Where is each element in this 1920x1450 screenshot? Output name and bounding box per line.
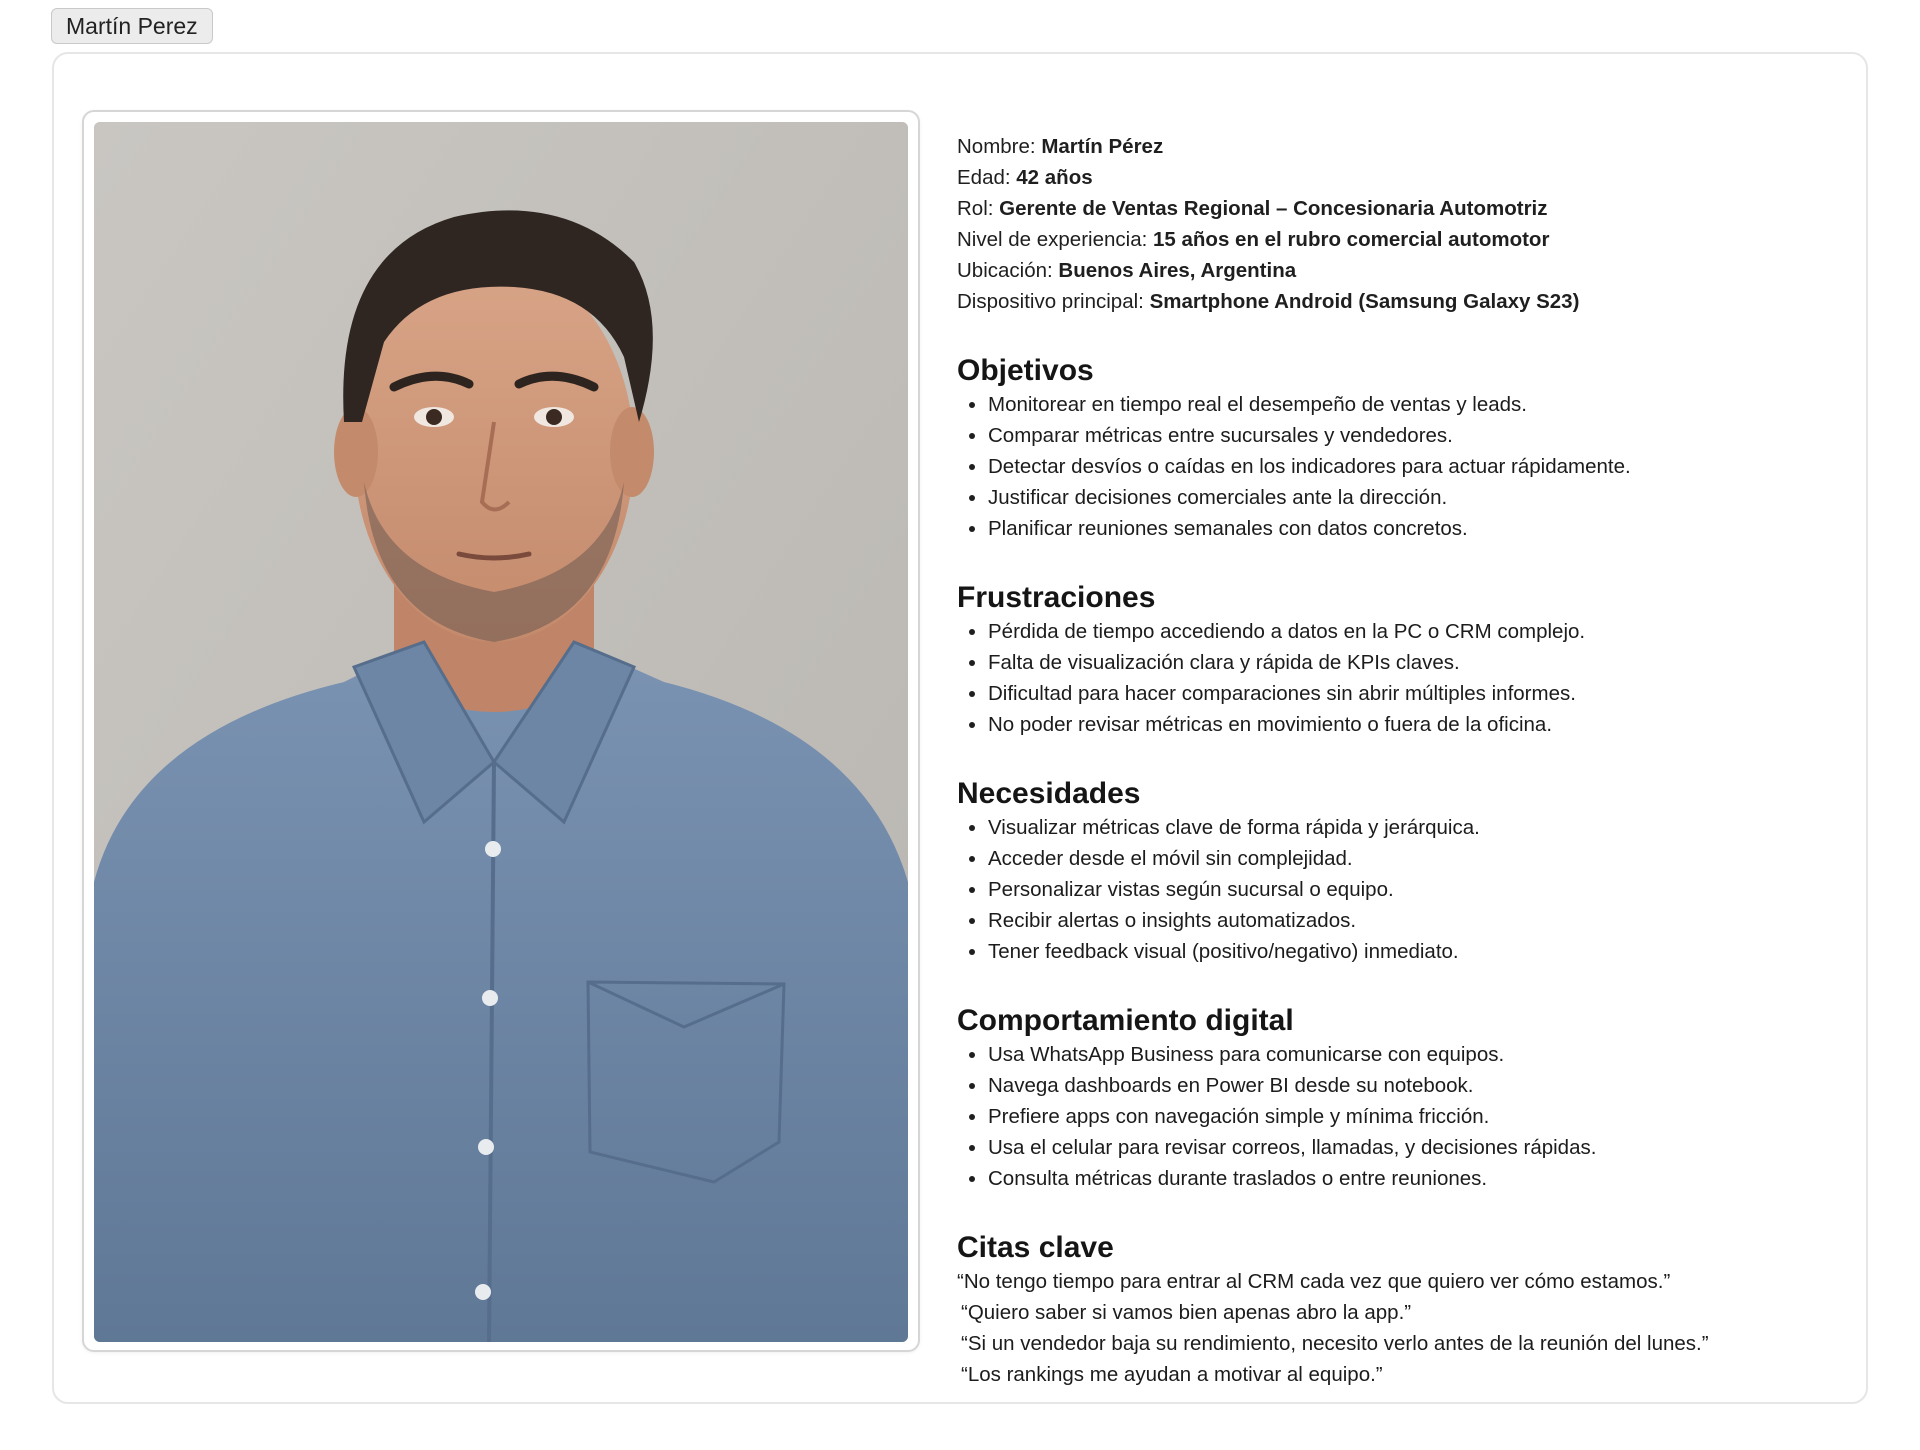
list-item: Visualizar métricas clave de forma rápida y jerárquica.	[969, 812, 1837, 843]
fact-ubicacion: Ubicación: Buenos Aires, Argentina	[957, 259, 1297, 282]
section-title: Necesidades	[957, 777, 1141, 810]
section-necesidades	[957, 777, 1837, 967]
persona-card	[52, 52, 1868, 1404]
list-item: Detectar desvíos o caídas en los indicadores para actuar rápidamente.	[969, 451, 1837, 482]
section-frustraciones	[957, 581, 1837, 740]
list-item: Acceder desde el móvil sin complejidad.	[969, 843, 1837, 874]
list-item: Planificar reuniones semanales con datos concretos.	[969, 513, 1837, 544]
list-item: Navega dashboards en Power BI desde su notebook.	[969, 1070, 1837, 1101]
persona-info	[957, 131, 1837, 1390]
list-item: Usa el celular para revisar correos, llamadas, y decisiones rápidas.	[969, 1132, 1837, 1163]
quote: “Los rankings me ayudan a motivar al equipo.”	[961, 1363, 1383, 1386]
fact-rol: Rol: Gerente de Ventas Regional – Concesionaria Automotriz	[957, 197, 1548, 220]
list-item: Personalizar vistas según sucursal o equipo.	[969, 874, 1837, 905]
fact-dispositivo: Dispositivo principal: Smartphone Android (Samsung Galaxy S23)	[957, 290, 1580, 313]
section-title: Comportamiento digital	[957, 1004, 1294, 1037]
portrait-illustration	[94, 122, 908, 1342]
list-item: Comparar métricas entre sucursales y vendedores.	[969, 420, 1837, 451]
list-item: Recibir alertas o insights automatizados.	[969, 905, 1837, 936]
list-item: Justificar decisiones comerciales ante la dirección.	[969, 482, 1837, 513]
list-item: Usa WhatsApp Business para comunicarse con equipos.	[969, 1039, 1837, 1070]
quote: “No tengo tiempo para entrar al CRM cada vez que quiero ver cómo estamos.”	[957, 1270, 1671, 1293]
list-item: Dificultad para hacer comparaciones sin abrir múltiples informes.	[969, 678, 1837, 709]
section-title: Citas clave	[957, 1231, 1114, 1264]
list-item: Falta de visualización clara y rápida de KPIs claves.	[969, 647, 1837, 678]
fact-experiencia: Nivel de experiencia: 15 años en el rubro comercial automotor	[957, 228, 1550, 251]
quote: “Si un vendedor baja su rendimiento, necesito verlo antes de la reunión del lunes.”	[961, 1332, 1709, 1355]
persona-facts	[957, 131, 1837, 317]
quote: “Quiero saber si vamos bien apenas abro la app.”	[961, 1301, 1412, 1324]
list-item: Prefiere apps con navegación simple y mínima fricción.	[969, 1101, 1837, 1132]
list-item: Monitorear en tiempo real el desempeño de ventas y leads.	[969, 389, 1837, 420]
section-title: Objetivos	[957, 354, 1094, 387]
section-citas-clave	[957, 1231, 1837, 1390]
list-item: Pérdida de tiempo accediendo a datos en la PC o CRM complejo.	[969, 616, 1837, 647]
fact-edad: Edad: 42 años	[957, 166, 1093, 189]
section-title: Frustraciones	[957, 581, 1156, 614]
list-item: No poder revisar métricas en movimiento o fuera de la oficina.	[969, 709, 1837, 740]
persona-photo-frame	[82, 110, 920, 1352]
section-comportamiento-digital	[957, 1004, 1837, 1194]
list-item: Consulta métricas durante traslados o entre reuniones.	[969, 1163, 1837, 1194]
persona-photo	[94, 122, 908, 1342]
section-objetivos	[957, 354, 1837, 544]
persona-name-tag[interactable]: Martín Perez	[51, 8, 213, 44]
list-item: Tener feedback visual (positivo/negativo) inmediato.	[969, 936, 1837, 967]
fact-nombre: Nombre: Martín Pérez	[957, 135, 1164, 158]
